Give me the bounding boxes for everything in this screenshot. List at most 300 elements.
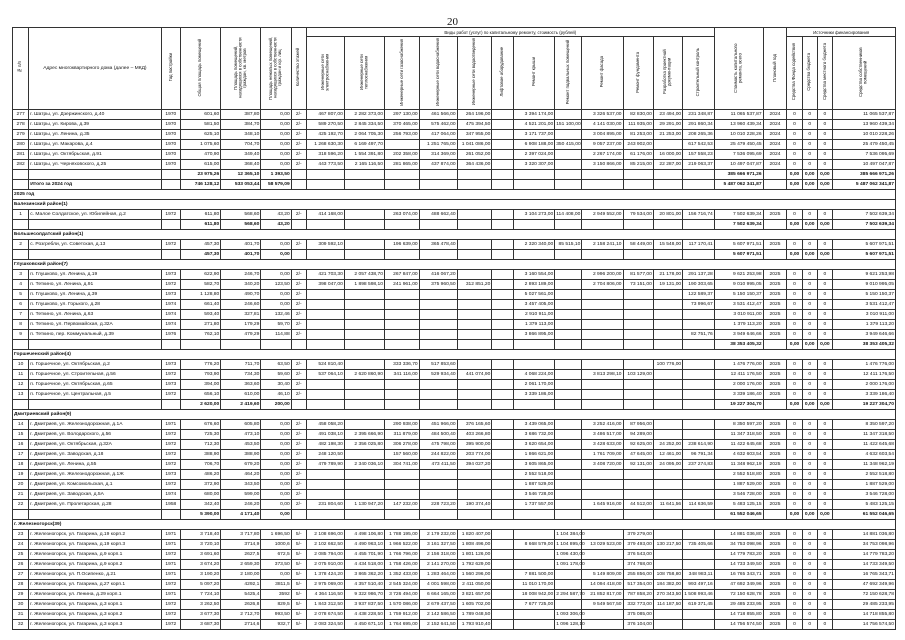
table-row [13, 380, 896, 390]
cell-work-cost: 3 821 657,00 [457, 590, 492, 600]
cell-work-cost: 3 160 554,00 [514, 270, 555, 280]
table-row [13, 210, 896, 220]
table-row [13, 530, 896, 540]
subtotal-row [13, 400, 896, 410]
cell-work-cost: 4 450 671,10 [344, 620, 384, 630]
cell-number: 18 [13, 460, 29, 470]
cell-floors: 5/- [291, 580, 306, 590]
cell-work-cost [683, 320, 715, 330]
cell-year: 1971 [161, 420, 181, 430]
cell-work-cost [683, 420, 715, 430]
cell-floors: 2/- [291, 270, 306, 280]
cell-address: г. Железногорск, ул. П.Осипенко, д.21 [29, 570, 161, 580]
cell-financing: 19 227 304,70 [832, 400, 895, 410]
cell-work-cost [457, 380, 492, 390]
cell-financing: 0 [817, 430, 832, 440]
cell-number: 14 [13, 420, 29, 430]
header-works-group: Виды работ (услуг) по капитальному ремонту, стоимость (рублей) [306, 28, 714, 37]
cell-floors: 2/- [291, 280, 306, 290]
cell-work-cost: 3 320 307,00 [514, 160, 555, 170]
cell-financing: 1 476 776,00 [832, 360, 895, 370]
cell-year: 1973 [161, 360, 181, 370]
cell-work-cost: 44 512,00 [623, 500, 653, 510]
cell-year: 1973 [161, 470, 181, 480]
cell-area-nonliving: 0,00 [261, 440, 291, 450]
cell-financing: 7 502 639,34 [832, 220, 895, 230]
cell-financing: 0,00 [802, 400, 817, 410]
table-row [13, 600, 896, 610]
cell-work-cost: 130 217,50 [653, 540, 682, 550]
cell-financing: 29 485 233,95 [832, 600, 895, 610]
cell-work-cost: 4 434 518,00 [344, 560, 384, 570]
cell-year: 1971 [161, 560, 181, 570]
cell-work-cost: 20 801,00 [653, 210, 682, 220]
cell-work-cost [457, 390, 492, 400]
cell-work-cost [492, 620, 514, 630]
cell-address: г. Железногорск, ул. Ленина, д.29 корп.1 [29, 590, 161, 600]
cell-financing: 0 [787, 120, 802, 130]
cell-number [13, 170, 29, 180]
cell-work-cost [306, 400, 344, 410]
cell-area-nonliving: 0,00 [261, 270, 291, 280]
cell-number: 32 [13, 620, 29, 630]
cell-financing: 0 [787, 370, 802, 380]
cell-floors: 2/- [291, 330, 306, 340]
cell-financing: 0 [817, 490, 832, 500]
cell-work-cost: 208 265,36 [683, 130, 715, 140]
cell-area-living: 2 180,00 [221, 570, 261, 580]
cell-plan-year: 2025 [763, 300, 787, 310]
cell-work-cost [419, 510, 457, 520]
cell-work-cost: 2 949 552,00 [582, 210, 623, 220]
cell-work-cost [492, 430, 514, 440]
cell-area-nonliving: 0,00 [261, 480, 291, 490]
cell-work-cost: 1 737 557,00 [514, 500, 555, 510]
cell-financing: 0 [787, 130, 802, 140]
cell-total-cost: 5 487 062 341,87 [714, 180, 763, 190]
cell-work-cost [683, 310, 715, 320]
cell-work-cost [653, 610, 682, 620]
cell-address: г. Дмитриев, ул. Октябрьская, д.32А [29, 440, 161, 450]
cell-address: г. Шатры, ул. Октябрьская, д.91 [29, 150, 161, 160]
cell-financing: 14 756 574,50 [832, 620, 895, 630]
cell-total-cost: 2 552 518,80 [714, 470, 763, 480]
cell-work-cost [683, 610, 715, 620]
cell-work-cost [457, 250, 492, 260]
cell-area: 2 620,00 [181, 400, 221, 410]
cell-work-cost: 379 279,00 [623, 530, 653, 540]
cell-area: 3 262,50 [181, 600, 221, 610]
cell-work-cost [384, 390, 419, 400]
cell-work-cost: 6 908 188,00 [514, 140, 555, 150]
cell-total-cost: 10 497 047,87 [714, 160, 763, 170]
cell-work-cost [582, 560, 623, 570]
cell-floors: 2/- [291, 160, 306, 170]
cell-work-cost [306, 470, 344, 480]
cell-address: г. Железногорск, ул. Гагарина, д.3 корп.2 [29, 610, 161, 620]
cell-area: 661,40 [181, 300, 221, 310]
table-row [13, 440, 896, 450]
cell-number: 11 [13, 370, 29, 380]
cell-floors: 2/- [291, 210, 306, 220]
section-row [13, 190, 896, 200]
cell-financing: 0 [787, 300, 802, 310]
cell-work-cost: 458 058,20 [306, 420, 344, 430]
cell-work-cost [492, 170, 514, 180]
cell-work-cost: 1 887 529,00 [514, 480, 555, 490]
cell-total-cost: 3 531 412,47 [714, 300, 763, 310]
table-row [13, 320, 896, 330]
cell-work-cost: 332 773,00 [623, 600, 653, 610]
cell-area-nonliving: 200,00 [261, 400, 291, 410]
cell-year: 1972 [161, 240, 181, 250]
cell-work-cost [344, 240, 384, 250]
cell-financing: 2 552 518,80 [832, 470, 895, 480]
cell-work-cost: 1 764 695,00 [384, 620, 419, 630]
cell-financing: 0,00 [817, 180, 832, 190]
cell-work-cost: 318 596,20 [306, 150, 344, 160]
cell-financing: 0 [802, 120, 817, 130]
cell-work-cost [653, 480, 682, 490]
cell-financing: 0 [817, 160, 832, 170]
cell-area: 793,90 [181, 370, 221, 380]
cell-work-cost: 441 074,90 [457, 370, 492, 380]
cell-work-cost [384, 480, 419, 490]
cell-area-nonliving: 0,00 [261, 500, 291, 510]
cell-work-cost [653, 560, 682, 570]
cell-total-cost: 13 960 439,34 [714, 120, 763, 130]
cell-work-cost [344, 310, 384, 320]
cell-address: п. Глушково, ул. Ленина, д.19 [29, 270, 161, 280]
cell-work-cost [306, 170, 344, 180]
cell-financing: 0 [817, 590, 832, 600]
cell-area-nonliving: 0,00 [261, 490, 291, 500]
cell-work-cost: 484 500,40 [419, 430, 457, 440]
cell-work-cost: 2 267 174,00 [582, 150, 623, 160]
cell-work-cost: 1 096 430,00 [555, 550, 582, 560]
table-row [13, 110, 896, 120]
cell-work-cost: 291 137,28 [683, 270, 715, 280]
cell-work-cost: 2 356 025,80 [344, 440, 384, 450]
section-title: г. Железногорск(39) [13, 520, 896, 530]
cell-area-nonliving: 0,00 [261, 120, 291, 130]
cell-financing: 0,00 [787, 400, 802, 410]
cell-plan-year: 2025 [763, 280, 787, 290]
cell-year [161, 510, 181, 520]
cell-work-cost [683, 430, 715, 440]
cell-number: 9 [13, 330, 29, 340]
capital-repair-table-container [12, 27, 896, 635]
cell-area-living: 4292,1 [221, 580, 261, 590]
cell-work-cost [492, 370, 514, 380]
cell-total-cost: 14 779 783,20 [714, 550, 763, 560]
cell-work-cost [492, 470, 514, 480]
cell-year: 1958 [161, 500, 181, 510]
cell-work-cost [419, 400, 457, 410]
cell-work-cost: 2 108 696,00 [306, 530, 344, 540]
cell-work-cost [653, 250, 682, 260]
cell-work-cost [623, 360, 653, 370]
cell-number: 277 [13, 110, 29, 120]
cell-floors: 2/- [291, 130, 306, 140]
cell-work-cost: 1 801 126,00 [457, 550, 492, 560]
cell-financing: 0 [817, 440, 832, 450]
header-work-sewage: Инженерные сети водоотведения [457, 37, 492, 110]
cell-work-cost [582, 170, 623, 180]
cell-work-cost: 3 394 174,00 [514, 110, 555, 120]
cell-work-cost: 437 874,00 [419, 160, 457, 170]
cell-work-cost [419, 390, 457, 400]
cell-area-living: 610,00 [221, 390, 261, 400]
cell-work-cost [492, 340, 514, 350]
cell-total-cost: 38 353 405,32 [714, 340, 763, 350]
cell-area-nonliving: 0,00 [261, 240, 291, 250]
cell-address: п. Теткино, ул. Ленина, д.91 [29, 280, 161, 290]
cell-number: 279 [13, 130, 29, 140]
cell-total-cost: 8 350 597,20 [714, 420, 763, 430]
cell-financing: 10 497 047,87 [832, 160, 895, 170]
cell-work-cost: 575 462,00 [419, 120, 457, 130]
cell-financing: 47 692 349,96 [832, 580, 895, 590]
cell-work-cost: 228 723,20 [419, 500, 457, 510]
cell-total-cost: 1 379 113,20 [714, 320, 763, 330]
cell-work-cost [492, 510, 514, 520]
header-area-nonliving: Площадь нежилых помещений, находящихся в собственности граждан и юр. лиц [261, 28, 291, 110]
table-row [13, 360, 896, 370]
cell-work-cost: 4 521 201,00 [514, 120, 555, 130]
cell-financing: 0 [817, 600, 832, 610]
header-number: № п/п [13, 28, 29, 110]
cell-financing: 14 779 783,20 [832, 550, 895, 560]
cell-area: 457,30 [181, 250, 221, 260]
cell-total-cost: 5 150 150,37 [714, 290, 763, 300]
cell-work-cost [344, 170, 384, 180]
cell-work-cost: 85 515,10 [555, 240, 582, 250]
header-work-design: Разработка проектной документации [653, 37, 682, 110]
cell-work-cost: 364 436,00 [457, 160, 492, 170]
cell-work-cost: 6 169 497,70 [344, 140, 384, 150]
cell-work-cost [344, 180, 384, 190]
cell-financing: 34 753 098,96 [832, 540, 895, 550]
cell-work-cost: 524 810,40 [306, 360, 344, 370]
cell-work-cost: 270 343,50 [653, 590, 682, 600]
cell-work-cost [344, 210, 384, 220]
cell-financing: 0 [787, 540, 802, 550]
cell-work-cost: 398 047,00 [306, 280, 344, 290]
table-row [13, 290, 896, 300]
cell-area: 5 097,20 [181, 580, 221, 590]
cell-financing: 11 065 537,87 [832, 110, 895, 120]
cell-year: 1971 [161, 590, 181, 600]
cell-work-cost: 1 379 113,00 [514, 320, 555, 330]
cell-year [161, 400, 181, 410]
cell-financing: 0 [787, 620, 802, 630]
cell-work-cost: 379 493,00 [623, 540, 653, 550]
cell-floors: 5/- [291, 530, 306, 540]
cell-work-cost [384, 470, 419, 480]
cell-area-living: 3714,9 [221, 540, 261, 550]
cell-work-cost [623, 340, 653, 350]
cell-year: 1972 [161, 480, 181, 490]
cell-work-cost [306, 250, 344, 260]
cell-work-cost: 243 902,00 [623, 140, 653, 150]
cell-work-cost: 255 856,00 [623, 570, 653, 580]
cell-work-cost: 2 397 024,00 [514, 150, 555, 160]
cell-financing: 0 [817, 120, 832, 130]
cell-work-cost [582, 480, 623, 490]
cell-work-cost [683, 490, 715, 500]
cell-work-cost [344, 490, 384, 500]
cell-area: 706,70 [181, 460, 221, 470]
cell-financing: 5 607 971,51 [832, 250, 895, 260]
cell-work-cost: 1 093 306,00 [555, 610, 582, 620]
cell-work-cost [623, 390, 653, 400]
cell-work-cost [683, 510, 715, 520]
cell-work-cost: 1 766 796,00 [384, 550, 419, 560]
cell-work-cost [492, 600, 514, 610]
cell-number: 31 [13, 610, 29, 620]
cell-year: 1971 [161, 530, 181, 540]
cell-address [29, 340, 161, 350]
cell-number: 12 [13, 380, 29, 390]
cell-work-cost: 443 773,50 [306, 160, 344, 170]
cell-total-cost: 11 348 962,19 [714, 460, 763, 470]
cell-work-cost: 2 294 587,70 [555, 590, 582, 600]
header-total-cost: Стоимость капитального ремонта, всего [714, 28, 763, 110]
cell-number: 28 [13, 580, 29, 590]
cell-financing: 0,00 [787, 220, 802, 230]
cell-work-cost [419, 220, 457, 230]
cell-plan-year [763, 340, 787, 350]
cell-total-cost: 10 010 228,26 [714, 130, 763, 140]
cell-work-cost: 2 075 910,00 [306, 560, 344, 570]
table-row [13, 420, 896, 430]
cell-area-living: 4 171,40 [221, 510, 261, 520]
cell-financing: 0 [802, 380, 817, 390]
cell-work-cost: 3 150 866,00 [582, 160, 623, 170]
cell-address: п. Горшечное, ул. Октябрьская, д.65 [29, 380, 161, 390]
cell-work-cost: 1 096 128,10 [555, 620, 582, 630]
table-row [13, 310, 896, 320]
header-work-gas: Инженерные сети газоснабжения [384, 37, 419, 110]
cell-work-cost: 2 545 324,00 [384, 580, 419, 590]
cell-work-cost: 6 664 165,00 [419, 590, 457, 600]
cell-plan-year: 2024 [763, 130, 787, 140]
cell-number: 30 [13, 600, 29, 610]
table-row [13, 240, 896, 250]
cell-work-cost [306, 380, 344, 390]
cell-work-cost: 21 852 817,00 [582, 590, 623, 600]
cell-area: 394,00 [181, 380, 221, 390]
cell-floors: 2/- [291, 110, 306, 120]
cell-work-cost: 421 703,30 [306, 270, 344, 280]
cell-work-cost: 151 100,00 [555, 120, 582, 130]
cell-floors: 2/- [291, 150, 306, 160]
cell-year: 1970 [161, 130, 181, 140]
cell-work-cost [344, 220, 384, 230]
cell-number: 25 [13, 550, 29, 560]
cell-plan-year: 2025 [763, 240, 787, 250]
cell-work-cost: 348 983,11 [683, 570, 715, 580]
cell-plan-year [763, 170, 787, 180]
cell-address: г. Дмитриев, ул. Ленина, д.55 [29, 460, 161, 470]
cell-address: г. Шатры, ул. Дзержинского, д.40 [29, 110, 161, 120]
cell-work-cost [623, 480, 653, 490]
header-fin-owners: Средства собственников помещений [832, 37, 895, 110]
cell-financing: 5 150 150,37 [832, 290, 895, 300]
cell-work-cost: 1 104 895,00 [555, 540, 582, 550]
cell-number: 17 [13, 450, 29, 460]
cell-address [29, 400, 161, 410]
cell-work-cost: 3 439 065,00 [514, 420, 555, 430]
cell-work-cost [683, 170, 715, 180]
cell-address: г. Шатры, ул. Ленина, д.35 [29, 130, 161, 140]
cell-work-cost: 3 408 720,00 [582, 460, 623, 470]
table-row [13, 480, 896, 490]
cell-address: г. Шатры, ул. Черняховского, д.25 [29, 160, 161, 170]
cell-work-cost: 2 620 860,90 [344, 370, 384, 380]
cell-work-cost [683, 470, 715, 480]
cell-financing: 0 [802, 480, 817, 490]
cell-number: 7 [13, 310, 29, 320]
cell-area-nonliving: 3592 [261, 590, 291, 600]
cell-plan-year: 2025 [763, 370, 787, 380]
cell-financing: 0 [817, 500, 832, 510]
table-row [13, 270, 896, 280]
cell-work-cost: 311 879,00 [384, 430, 419, 440]
cell-financing: 11 422 645,68 [832, 440, 895, 450]
cell-work-cost [555, 440, 582, 450]
cell-work-cost: 92 131,00 [623, 460, 653, 470]
cell-work-cost [582, 250, 623, 260]
cell-area-nonliving: 0,00 [261, 430, 291, 440]
cell-work-cost [623, 300, 653, 310]
cell-work-cost [555, 340, 582, 350]
cell-work-cost: 3 813 298,10 [582, 370, 623, 380]
cell-work-cost: 2 320 340,00 [514, 240, 555, 250]
cell-area-living: 2714,6 [221, 620, 261, 630]
cell-work-cost [344, 360, 384, 370]
cell-financing: 0 [787, 610, 802, 620]
cell-area-nonliving: 3811,5 [261, 580, 291, 590]
cell-total-cost: 9 621 253,98 [714, 270, 763, 280]
cell-financing: 9 010 995,05 [832, 280, 895, 290]
cell-address: п. Горшечное, ул. Октябрьская, д.2 [29, 360, 161, 370]
cell-financing: 0 [817, 270, 832, 280]
cell-financing: 5 487 062 341,87 [832, 180, 895, 190]
cell-number: 23 [13, 530, 29, 540]
cell-financing: 0 [802, 270, 817, 280]
cell-floors [291, 180, 306, 190]
cell-year: 1970 [161, 110, 181, 120]
cell-total-cost: 61 552 046,65 [714, 510, 763, 520]
cell-number: 5 [13, 290, 29, 300]
cell-work-cost [492, 530, 514, 540]
cell-financing: 0 [787, 430, 802, 440]
cell-work-cost [514, 560, 555, 570]
section-title: Большесолдатский район(1) [13, 230, 896, 240]
cell-work-cost: 2 102 662,50 [306, 540, 344, 550]
cell-work-cost: 58 449,00 [623, 240, 653, 250]
cell-year [161, 170, 181, 180]
cell-address: г. Железногорск, ул. Гагарина, д.19 корп.2 [29, 530, 161, 540]
cell-work-cost: 8 668 579,00 [514, 540, 555, 550]
cell-number: 15 [13, 430, 29, 440]
cell-work-cost [514, 510, 555, 520]
cell-work-cost [653, 430, 682, 440]
cell-address: Итого за 2024 год [29, 180, 161, 190]
cell-work-cost [582, 300, 623, 310]
